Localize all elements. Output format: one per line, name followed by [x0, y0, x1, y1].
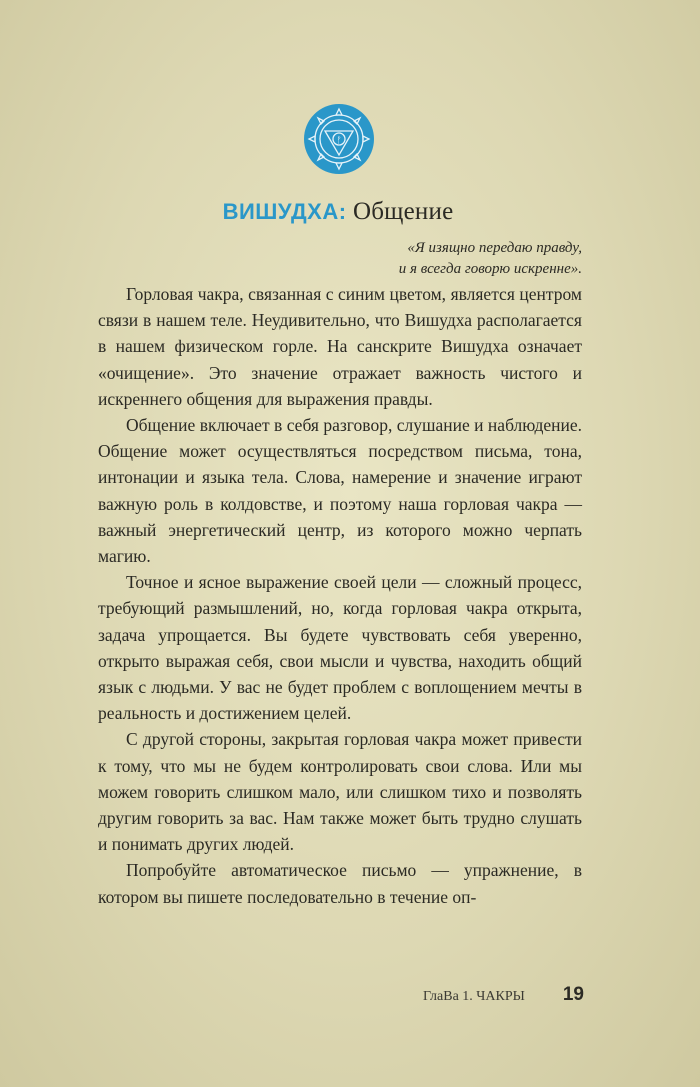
throat-chakra-icon: [303, 103, 375, 175]
paragraph: Общение включает в себя разговор, слушание и наблюдение. Общение может осуществляться посредством письма, тона, интонации и языка тела. Слова, намерение и значение играют важную роль в колдовстве, и поэтому наша горловая чакра — важный энергетический центр, из которого можно черпать магию.: [98, 415, 582, 567]
chapter-heading: [0, 198, 676, 226]
paragraph: С другой стороны, закрытая горловая чакра может привести к тому, что мы не будем контролировать свои слова. Или мы можем говорить слишком мало, или слишком тихо и позволять другим говорить за вас. Нам также может быть трудно слушать и понимать других людей.: [98, 729, 582, 855]
running-footer: ГлаВа 1. ЧАКРЫ: [423, 989, 525, 1004]
epigraph-line-2: и я всегда говорю искренне».: [398, 261, 582, 277]
heading-rest: Общение: [346, 198, 454, 225]
epigraph: [399, 238, 582, 280]
paragraph: Попробуйте автоматическое письмо — упражнение, в котором вы пишете последовательно в течение оп-: [98, 860, 582, 907]
svg-text:ᚠ: ᚠ: [336, 136, 342, 146]
paragraph: Горловая чакра, связанная с синим цветом, является центром связи в нашем теле. Неудивительно, что Вишудха располагается в нашем физическом горле. На санскрите Вишудха означает «очищение». Это значение отражает важность чистого и искреннего общения для выражения правды.: [98, 284, 582, 409]
paragraph: Точное и ясное выражение своей цели — сложный процесс, требующий размышлений, но, когда горловая чакра открыта, задача упрощается. Вы будете чувствовать себя уверенно, открыто выражая себя, свои мысли и чувства, находить общий язык с людьми. У вас не будет проблем с воплощением мечты в реальность и достижением целей.: [98, 572, 582, 724]
epigraph-line-1: «Я изящно передаю правду,: [407, 240, 582, 256]
page-number: 19: [562, 984, 584, 1005]
heading-accent: ВИШУДХА:: [222, 199, 347, 224]
body-text: [98, 281, 582, 910]
